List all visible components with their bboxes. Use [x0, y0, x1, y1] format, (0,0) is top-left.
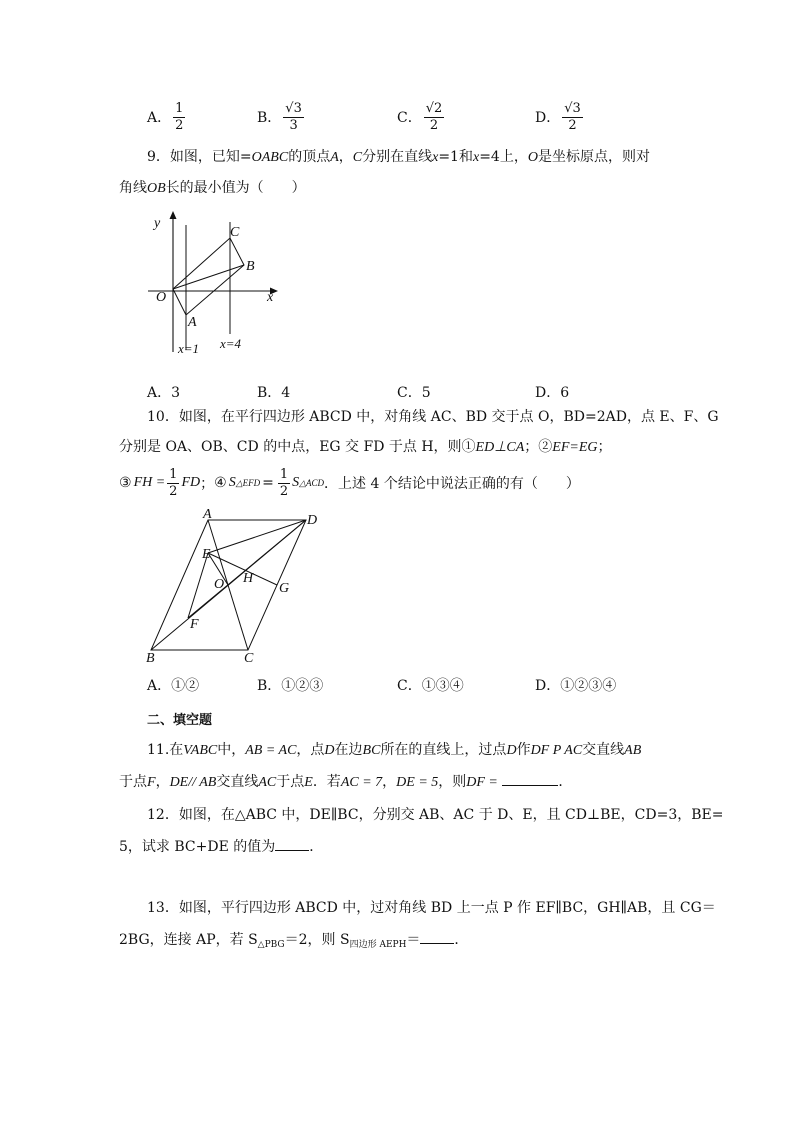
q9-option-c[interactable]: C．5 [397, 385, 431, 401]
label-o: O [214, 577, 225, 592]
label-x: x [267, 290, 274, 305]
q10-stem-line2: 分别是 OA、OB、CD 的中点，EG 交 FD 于点 H，则①ED⊥CA；②EF=EG； [119, 439, 612, 455]
fraction: $\frac{1}{2}$ [175, 100, 184, 133]
q13-stem-line2: 2BG，连接 AP，若 $S_{\triangle PBG}=2$，则 $S_{四边形 AEPH}=$ ． [119, 932, 469, 950]
label-x1: x=1 [178, 341, 200, 356]
label-b: B [146, 651, 155, 666]
fraction: $\frac{1}{2}$ [169, 466, 178, 499]
q9-stem-line2: 角线OB长的最小值为（ ） [119, 180, 306, 196]
label-x4: x=4 [220, 336, 242, 351]
q10-option-d[interactable]: D．①②③④ [535, 678, 617, 694]
label-y: y [154, 216, 161, 231]
q12-stem-line1: 12．如图，在△ABC 中，DE∥BC，分别交 AB、AC 于 D、E，且 CD⊥BE，CD=3，BE= [147, 807, 724, 823]
q10-option-a[interactable]: A．①② [147, 678, 200, 694]
q9-option-b[interactable]: B．4 [257, 385, 291, 401]
circled-4: ④ [214, 475, 227, 491]
label-c: C [244, 651, 254, 666]
fraction: $\frac{√3}{2}$ [564, 100, 581, 133]
answer-blank[interactable] [502, 785, 558, 786]
q10-figure [140, 505, 340, 670]
label-f: F [190, 617, 199, 632]
circled-3: ③ [119, 475, 132, 491]
q9-stem-line1: 9．如图，已知=OABC的顶点A，C分别在直线x=1和x=4上，O是坐标原点，则对 [147, 149, 650, 165]
q11-stem-line2: 于点F，DE// AB交直线AC于点E．若AC = 7，DE = 5，则DF = ． [119, 774, 573, 790]
q12-stem-line2: 5，试求 BC+DE 的值为 ． [119, 839, 324, 855]
answer-blank[interactable] [420, 943, 454, 944]
q8-option-c[interactable]: C． $\frac{√2}{2}$ [397, 100, 443, 133]
q8-options [147, 97, 747, 137]
fraction: $\frac{√3}{3}$ [285, 100, 302, 133]
fraction: $\frac{1}{2}$ [279, 466, 289, 499]
q10-option-b[interactable]: B．①②③ [257, 678, 324, 694]
label-e: E [202, 547, 211, 562]
label-a: A [203, 507, 212, 522]
diagonal-ob [173, 265, 244, 289]
section-heading: 二、填空题 [147, 713, 213, 728]
q9-option-d[interactable]: D．6 [535, 385, 570, 401]
label-c: C [230, 225, 240, 240]
q8-option-d[interactable]: D． $\frac{√3}{2}$ [535, 100, 581, 133]
circled-1: ① [461, 439, 476, 455]
label-h: H [243, 571, 254, 586]
q11-stem-line1: 11.在VABC中，AB = AC，点D在边BC所在的直线上，过点D作DF P AC交直线AB [147, 742, 642, 758]
label-g: G [279, 581, 290, 596]
q10-option-c[interactable]: C．①③④ [397, 678, 464, 694]
q8-option-b[interactable]: B． $\frac{√3}{3}$ [257, 100, 302, 133]
answer-blank[interactable] [275, 850, 309, 851]
segment-ef [188, 553, 208, 618]
q9-figure [140, 200, 300, 365]
segment-fd [188, 520, 306, 618]
circled-2: ② [538, 439, 553, 455]
segment-ed [208, 520, 306, 553]
label-a: A [188, 315, 197, 330]
q9-option-a[interactable]: A．3 [147, 385, 181, 401]
label-b: B [246, 259, 255, 274]
label-o: O [156, 290, 167, 305]
q10-stem-line3: ③ FH = $\frac{1}{2}$ FD ； ④ S △EFD = $\frac{1}{2}$ S △ACD ．上述 4 个结论中说法正确的有（ ） [119, 466, 580, 499]
q10-options [147, 665, 747, 705]
label-d: D [307, 513, 318, 528]
q10-stem-line1: 10．如图，在平行四边形 ABCD 中，对角线 AC、BD 交于点 O，BD=2AD，点 E、F、G [147, 409, 719, 425]
y-axis-arrow-icon [170, 211, 177, 219]
fraction: $\frac{√2}{2}$ [425, 100, 443, 133]
q8-option-a[interactable]: A． $\frac{1}{2}$ [147, 100, 184, 133]
q13-stem-line1: 13．如图，平行四边形 ABCD 中，过对角线 BD 上一点 P 作 EF∥BC，GH∥AB，且 CG＝ [147, 900, 716, 916]
